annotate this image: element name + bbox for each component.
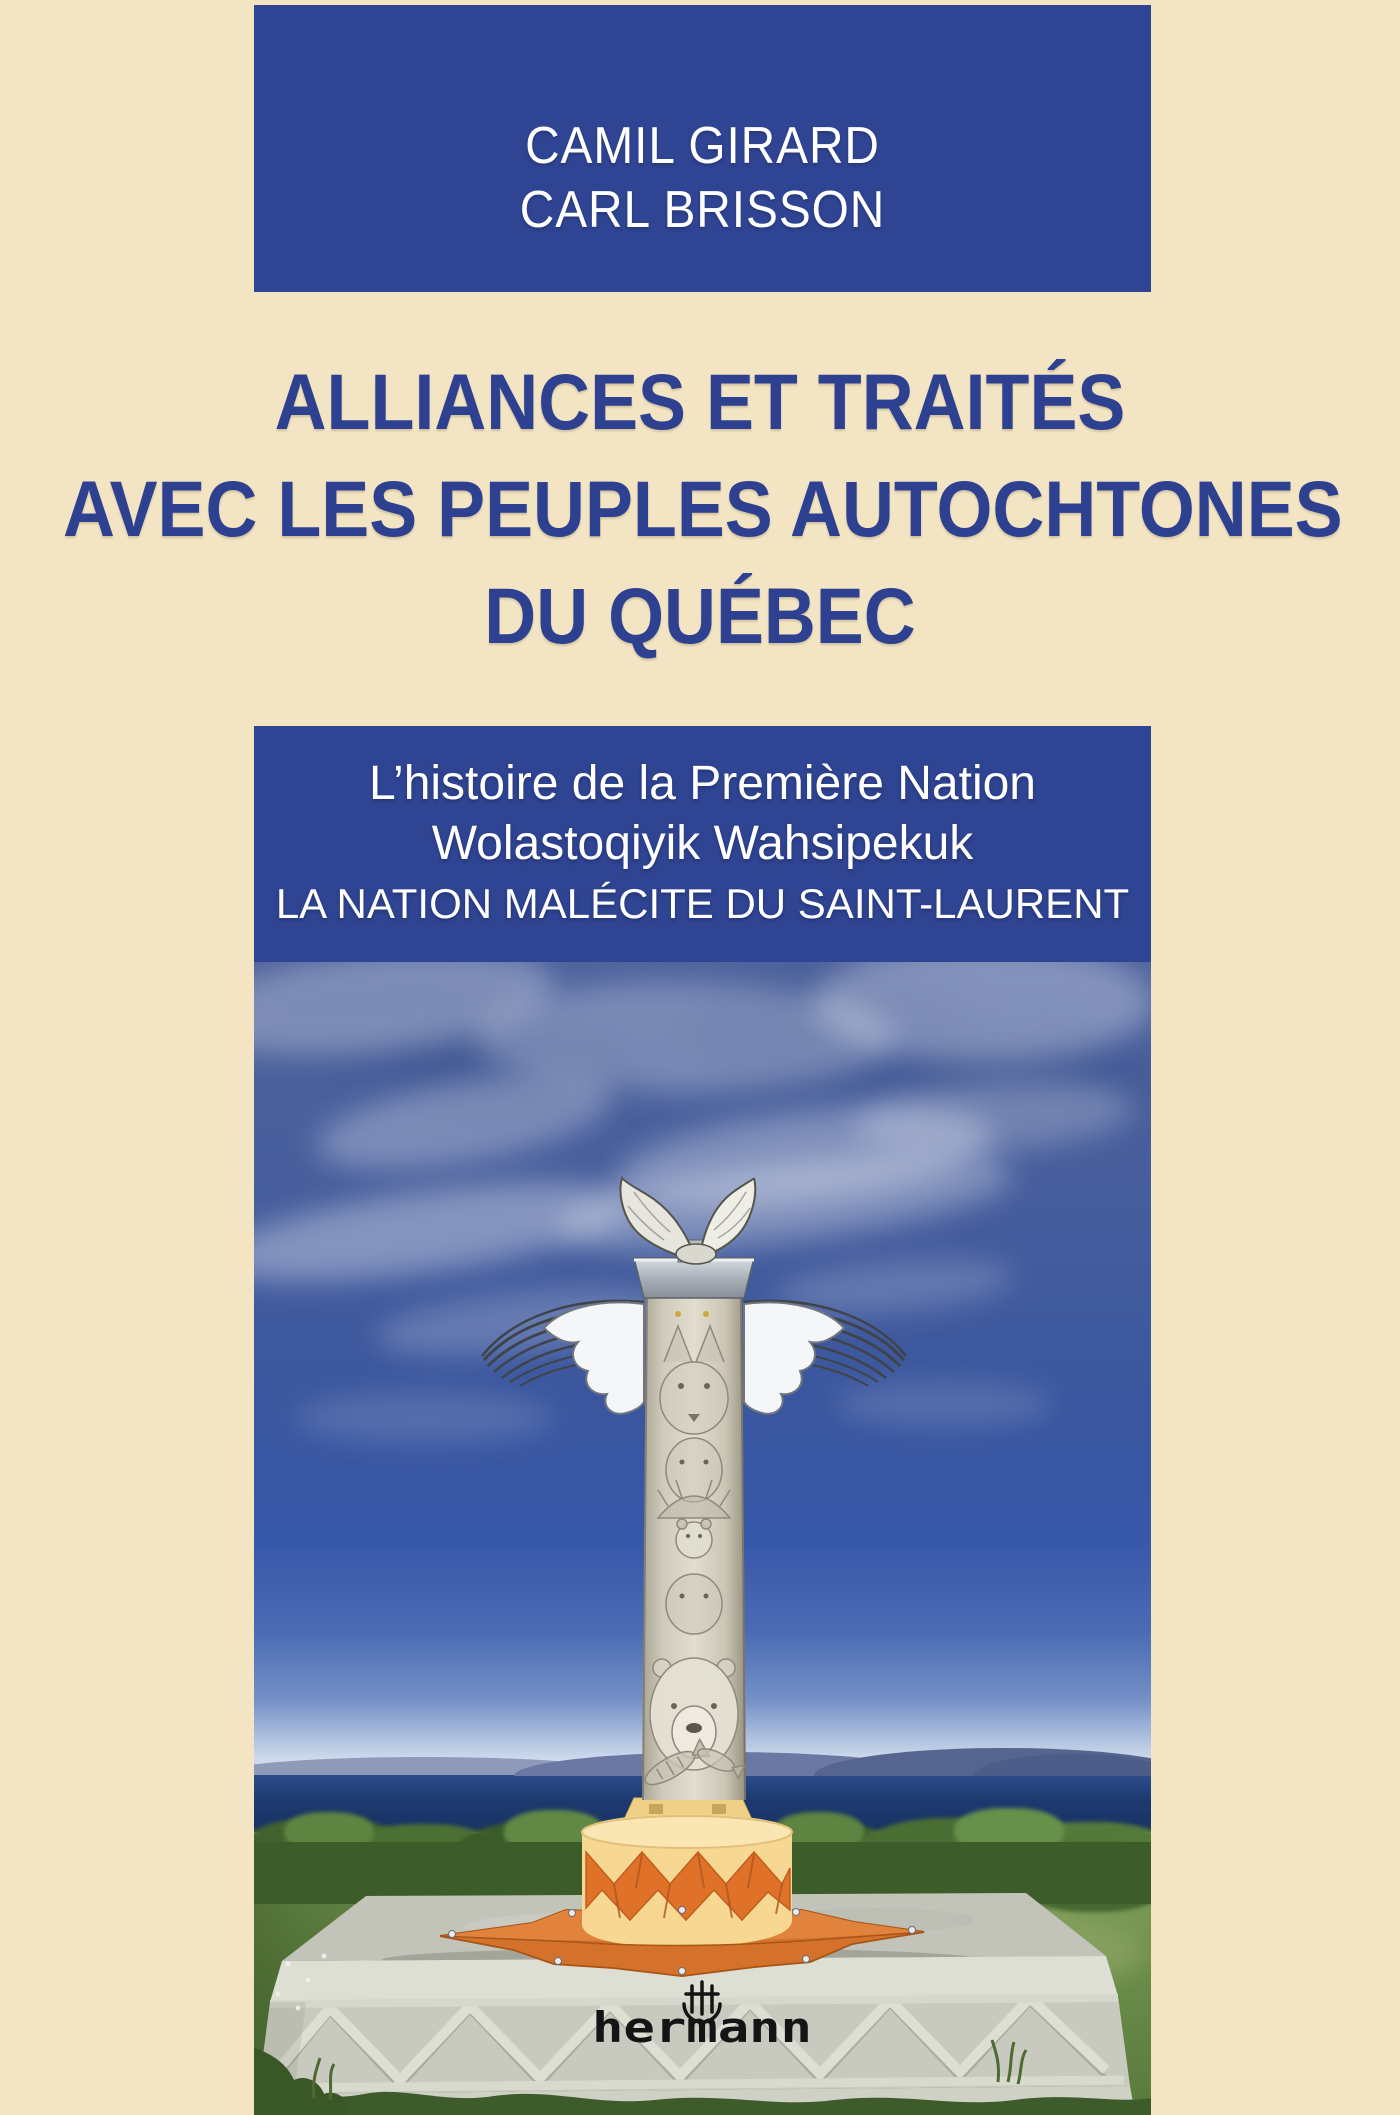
eagle-wing-left [482,1301,644,1414]
subtitle-line-3: LA NATION MALÉCITE DU SAINT-LAURENT [275,880,1130,927]
title-line-1: ALLIANCES ET TRAITÉS [274,357,1126,446]
author-name-1: CAMIL GIRARD [525,117,880,175]
subtitle-panel [254,726,1151,962]
hermann-wordmark: hermann [592,2003,812,2052]
eagle-wing-right [744,1301,906,1414]
author-name-2: CARL BRISSON [519,181,886,239]
monument-illustration [254,962,1151,2115]
whale-tail [620,1178,755,1264]
drum [582,1786,792,1948]
subtitle-line-1: L’histoire de la Première Nation [368,757,1036,810]
authors-panel [254,5,1151,292]
totem-column [641,1294,746,1800]
cover-photo-monument [254,962,1151,2115]
subtitle-line-2: Wolastoqiyik Wahsipekuk [431,817,974,870]
title-line-3: DU QUÉBEC [484,571,916,660]
title-line-2: AVEC LES PEUPLES AUTOCHTONES [63,464,1343,553]
book-title [0,348,1400,669]
